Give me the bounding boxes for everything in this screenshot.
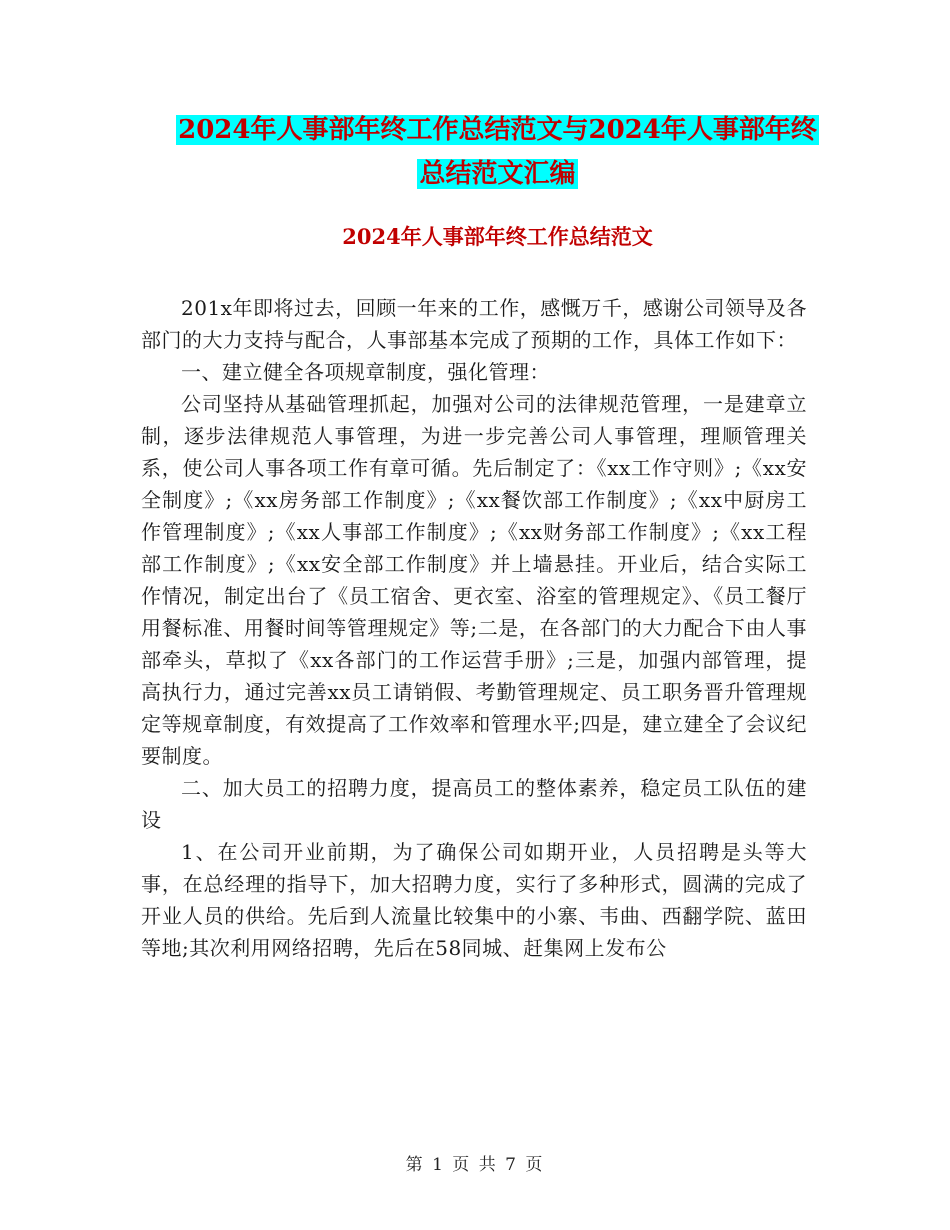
paragraph-rules: 公司坚持从基础管理抓起，加强对公司的法律规范管理，一是建章立制，逐步法律规范人事管理，为进一步完善公司人事管理，理顺管理关系，使公司人事各项工作有章可循。先后制定了：《xx工作守则》;《xx安全制度》;《xx房务部工作制度》;《xx餐饮部工作制度》;《xx中厨房工作管理制度》;《xx人事部工作制度》;《xx财务部工作制度》;《xx工程部工作制度》;《xx安全部工作制度》并上墙悬挂。开业后，结合实际工作情况，制定出台了《员工宿舍、更衣室、浴室的管理规定》、《员工餐厅用餐标准、用餐时间等管理规定》等;二是，在各部门的大力配合下由人事部牵头，草拟了《xx各部门的工作运营手册》;三是，加强内部管理，提高执行力，通过完善xx员工请销假、考勤管理规定、员工职务晋升管理规定等规章制度，有效提高了工作效率和管理水平;四是，建立建全了会议纪要制度。 xyxy=(141,392,807,768)
document-title-line-2: 总结范文汇编 xyxy=(419,159,576,189)
page-footer: 第 1 页 共 7 页 xyxy=(405,1155,545,1175)
section-title: 2024年人事部年终工作总结范文 xyxy=(342,224,653,249)
paragraph-recruitment: 1、在公司开业前期，为了确保公司如期开业，人员招聘是头等大事，在总经理的指导下，加大招聘力度，实行了多种形式，圆满的完成了开业人员的供给。先后到人流量比较集中的小寨、韦曲、西翻学院、蓝田等地;其次利用网络招聘，先后在58同城、赶集网上发布公 xyxy=(141,840,807,960)
paragraph-heading-1: 一、建立健全各项规章制度，强化管理： xyxy=(181,360,550,384)
paragraph-heading-2: 二、加大员工的招聘力度，提高员工的整体素养，稳定员工队伍的建设 xyxy=(141,776,807,832)
document-title-line-1: 2024年人事部年终工作总结范文与2024年人事部年终 xyxy=(178,115,817,145)
paragraph-intro: 201x年即将过去，回顾一年来的工作，感慨万千，感谢公司领导及各部门的大力支持与配合，人事部基本完成了预期的工作，具体工作如下： xyxy=(141,296,807,352)
document-body xyxy=(141,292,807,964)
document-title xyxy=(140,108,855,196)
